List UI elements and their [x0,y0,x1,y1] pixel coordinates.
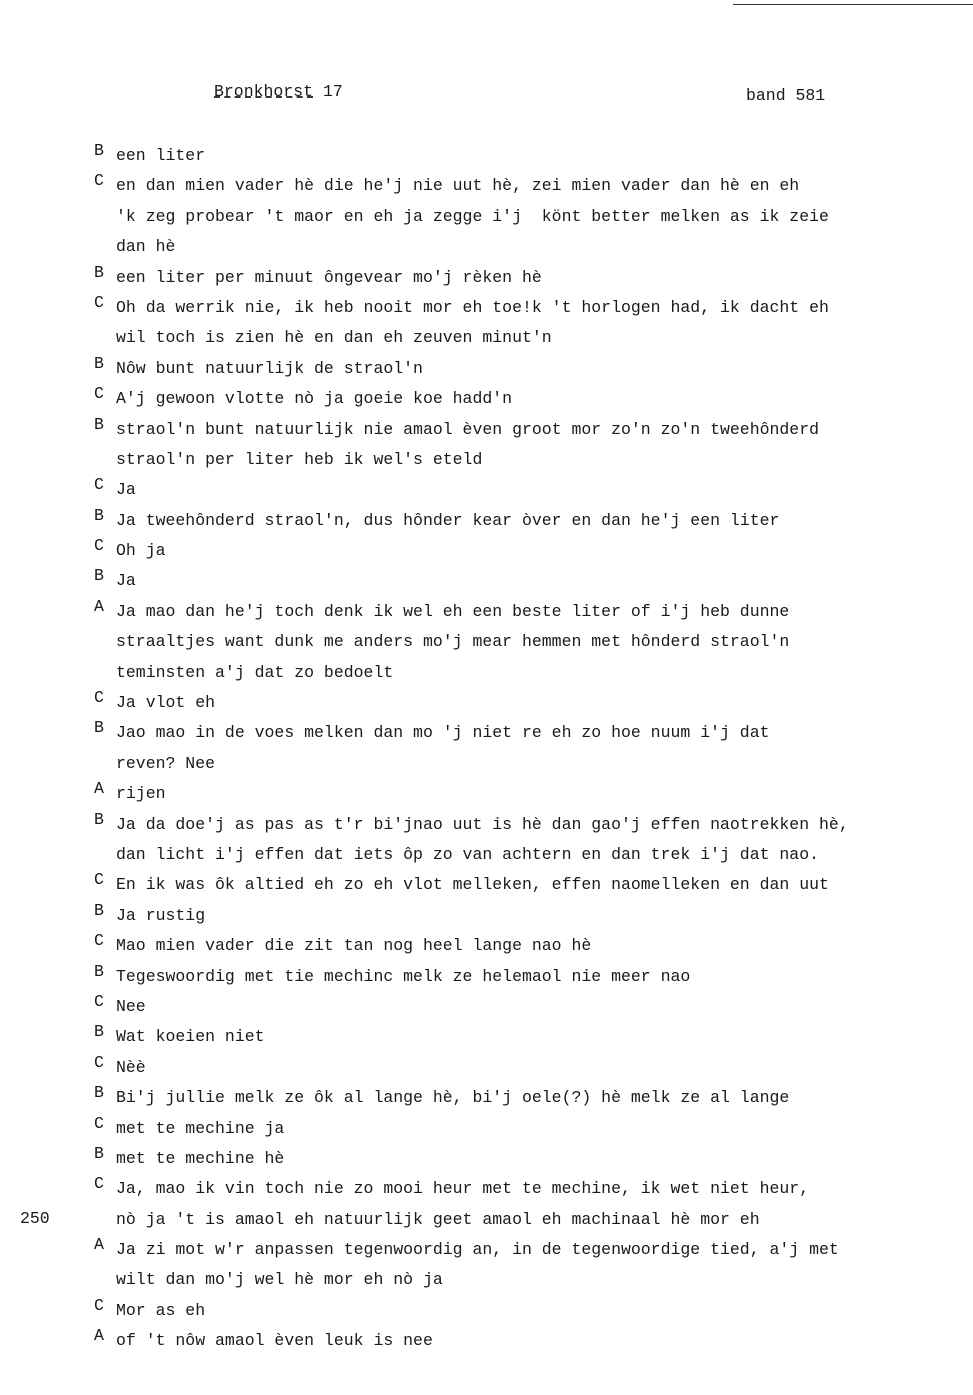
utterance-line: Mao mien vader die zit tan nog heel lange nao hè [116,936,592,956]
top-rule [733,4,973,5]
utterance-line: Ja zi mot w'r anpassen tegenwoordig an, in de tegenwoordige tied, a'j met [116,1240,839,1260]
utterance-line: en dan mien vader hè die he'j nie uut hè, zei mien vader dan hè en eh [116,176,800,196]
speaker-label: B [94,718,104,738]
speaker-label: C [94,171,104,191]
speaker-label: C [94,1295,104,1315]
utterance-line: Ja, mao ik vin toch nie zo mooi heur met te mechine, ik wet niet heur, [116,1179,810,1199]
speaker-label: A [94,596,104,616]
utterance-line: Ja [116,571,136,591]
transcript-turn [94,171,954,262]
utterance-line: Ja [116,480,136,500]
transcript-turn [94,141,954,171]
band-label: band 581 [746,86,826,105]
speaker-label: B [94,1022,104,1042]
utterance-line: nò ja 't is amaol eh natuurlijk geet amaol eh machinaal hè mor eh [116,1209,760,1229]
transcript-turn [94,962,954,992]
speaker-label: B [94,900,104,920]
utterance-line: of 't nôw amaol èven leuk is nee [116,1331,433,1351]
transcript-turn [94,901,954,931]
speaker-label: B [94,1083,104,1103]
transcript-turn [94,779,954,809]
utterance-line: straol'n per liter heb ik wel's eteld [116,449,483,469]
utterance-line: Ja vlot eh [116,693,216,713]
transcript-turn [94,1235,954,1296]
utterance-line: Ja da doe'j as pas as t'r bi'jnao uut is hè dan gao'j effen naotrekken hè, [116,814,849,834]
utterance-line: Nèè [116,1057,146,1077]
document-title: Bronkhorst [214,82,314,101]
transcript-turn [94,475,954,505]
utterance-line: met te mechine hè [116,1148,285,1168]
utterance-line: Wat koeien niet [116,1027,265,1047]
transcript-turn [94,566,954,596]
utterance-line: wilt dan mo'j wel hè mor eh nò ja [116,1270,443,1290]
transcript-turn [94,1296,954,1326]
transcript-turn [94,810,954,871]
speaker-label: B [94,961,104,981]
transcript-turn [94,1326,954,1356]
transcript-turn [94,415,954,476]
speaker-label: B [94,141,104,160]
transcript-turn [94,1114,954,1144]
transcript-turn [94,354,954,384]
transcript [94,141,954,1357]
speaker-label: A [94,1235,104,1255]
document-number: 17 [322,82,343,101]
utterance-line: Mor as eh [116,1300,206,1320]
utterance-line: Oh da werrik nie, ik heb nooit mor eh toe!k 't horlogen had, ik dacht eh [116,297,829,317]
transcript-turn [94,536,954,566]
transcript-turn [94,1174,954,1235]
document-header [214,82,343,101]
speaker-label: C [94,475,104,495]
utterance-line: met te mechine ja [116,1118,285,1138]
speaker-label: B [94,809,104,829]
utterance-line: dan licht i'j effen dat iets ôp zo van achtern en dan trek i'j dat nao. [116,844,820,864]
transcript-turn [94,263,954,293]
speaker-label: B [94,505,104,525]
speaker-label: C [94,1113,104,1133]
speaker-label: B [94,262,104,282]
utterance-line: rijen [116,784,166,804]
transcript-turn [94,1083,954,1113]
transcript-turn [94,293,954,354]
utterance-line: teminsten a'j dat zo bedoelt [116,662,394,682]
utterance-line: Ja tweehônderd straol'n, dus hônder kear òver en dan he'j een liter [116,510,780,530]
transcript-turn [94,718,954,779]
utterance-line: straol'n bunt natuurlijk nie amaol èven groot mor zo'n zo'n tweehônderd [116,419,820,439]
utterance-line: A'j gewoon vlotte nò ja goeie koe hadd'n [116,389,513,409]
transcript-turn [94,1022,954,1052]
speaker-label: C [94,688,104,708]
utterance-line: Ja rustig [116,905,206,925]
utterance-line: wil toch is zien hè en dan eh zeuven minut'n [116,328,552,348]
speaker-label: C [94,991,104,1011]
speaker-label: C [94,384,104,404]
transcript-turn [94,931,954,961]
utterance-line: straaltjes want dunk me anders mo'j mear hemmen met hônderd straol'n [116,632,790,652]
transcript-turn [94,384,954,414]
speaker-label: C [94,536,104,556]
speaker-label: A [94,779,104,799]
transcript-turn [94,597,954,688]
speaker-label: C [94,292,104,312]
utterance-line: Nee [116,996,146,1016]
speaker-label: C [94,1174,104,1194]
transcript-turn [94,992,954,1022]
transcript-turn [94,688,954,718]
speaker-label: C [94,870,104,890]
speaker-label: C [94,931,104,951]
utterance-line: reven? Nee [116,753,216,773]
speaker-label: C [94,1052,104,1072]
speaker-label: B [94,566,104,586]
transcript-turn [94,1053,954,1083]
utterance-line: een liter [116,146,206,165]
speaker-label: A [94,1326,104,1346]
utterance-line: Oh ja [116,541,166,561]
utterance-line: 'k zeg probear 't maor en eh ja zegge i'j könt better melken as ik zeie [116,206,829,226]
utterance-line: dan hè [116,237,176,257]
line-number: 250 [20,1209,50,1228]
transcript-turn [94,506,954,536]
utterance-line: Nôw bunt natuurlijk de straol'n [116,358,423,378]
utterance-line: een liter per minuut ôngevear mo'j rèken hè [116,267,542,287]
utterance-line: Ja mao dan he'j toch denk ik wel eh een beste liter of i'j heb dunne [116,601,790,621]
speaker-label: B [94,1143,104,1163]
transcript-turn [94,1144,954,1174]
utterance-line: Tegeswoordig met tie mechinc melk ze helemaol nie meer nao [116,966,691,986]
utterance-line: Jao mao in de voes melken dan mo 'j niet re eh zo hoe nuum i'j dat [116,723,770,743]
transcript-turn [94,870,954,900]
utterance-line: Bi'j jullie melk ze ôk al lange hè, bi'j oele(?) hè melk ze al lange [116,1088,790,1108]
speaker-label: B [94,414,104,434]
utterance-line: En ik was ôk altied eh zo eh vlot melleken, effen naomelleken en dan uut [116,875,829,895]
speaker-label: B [94,353,104,373]
